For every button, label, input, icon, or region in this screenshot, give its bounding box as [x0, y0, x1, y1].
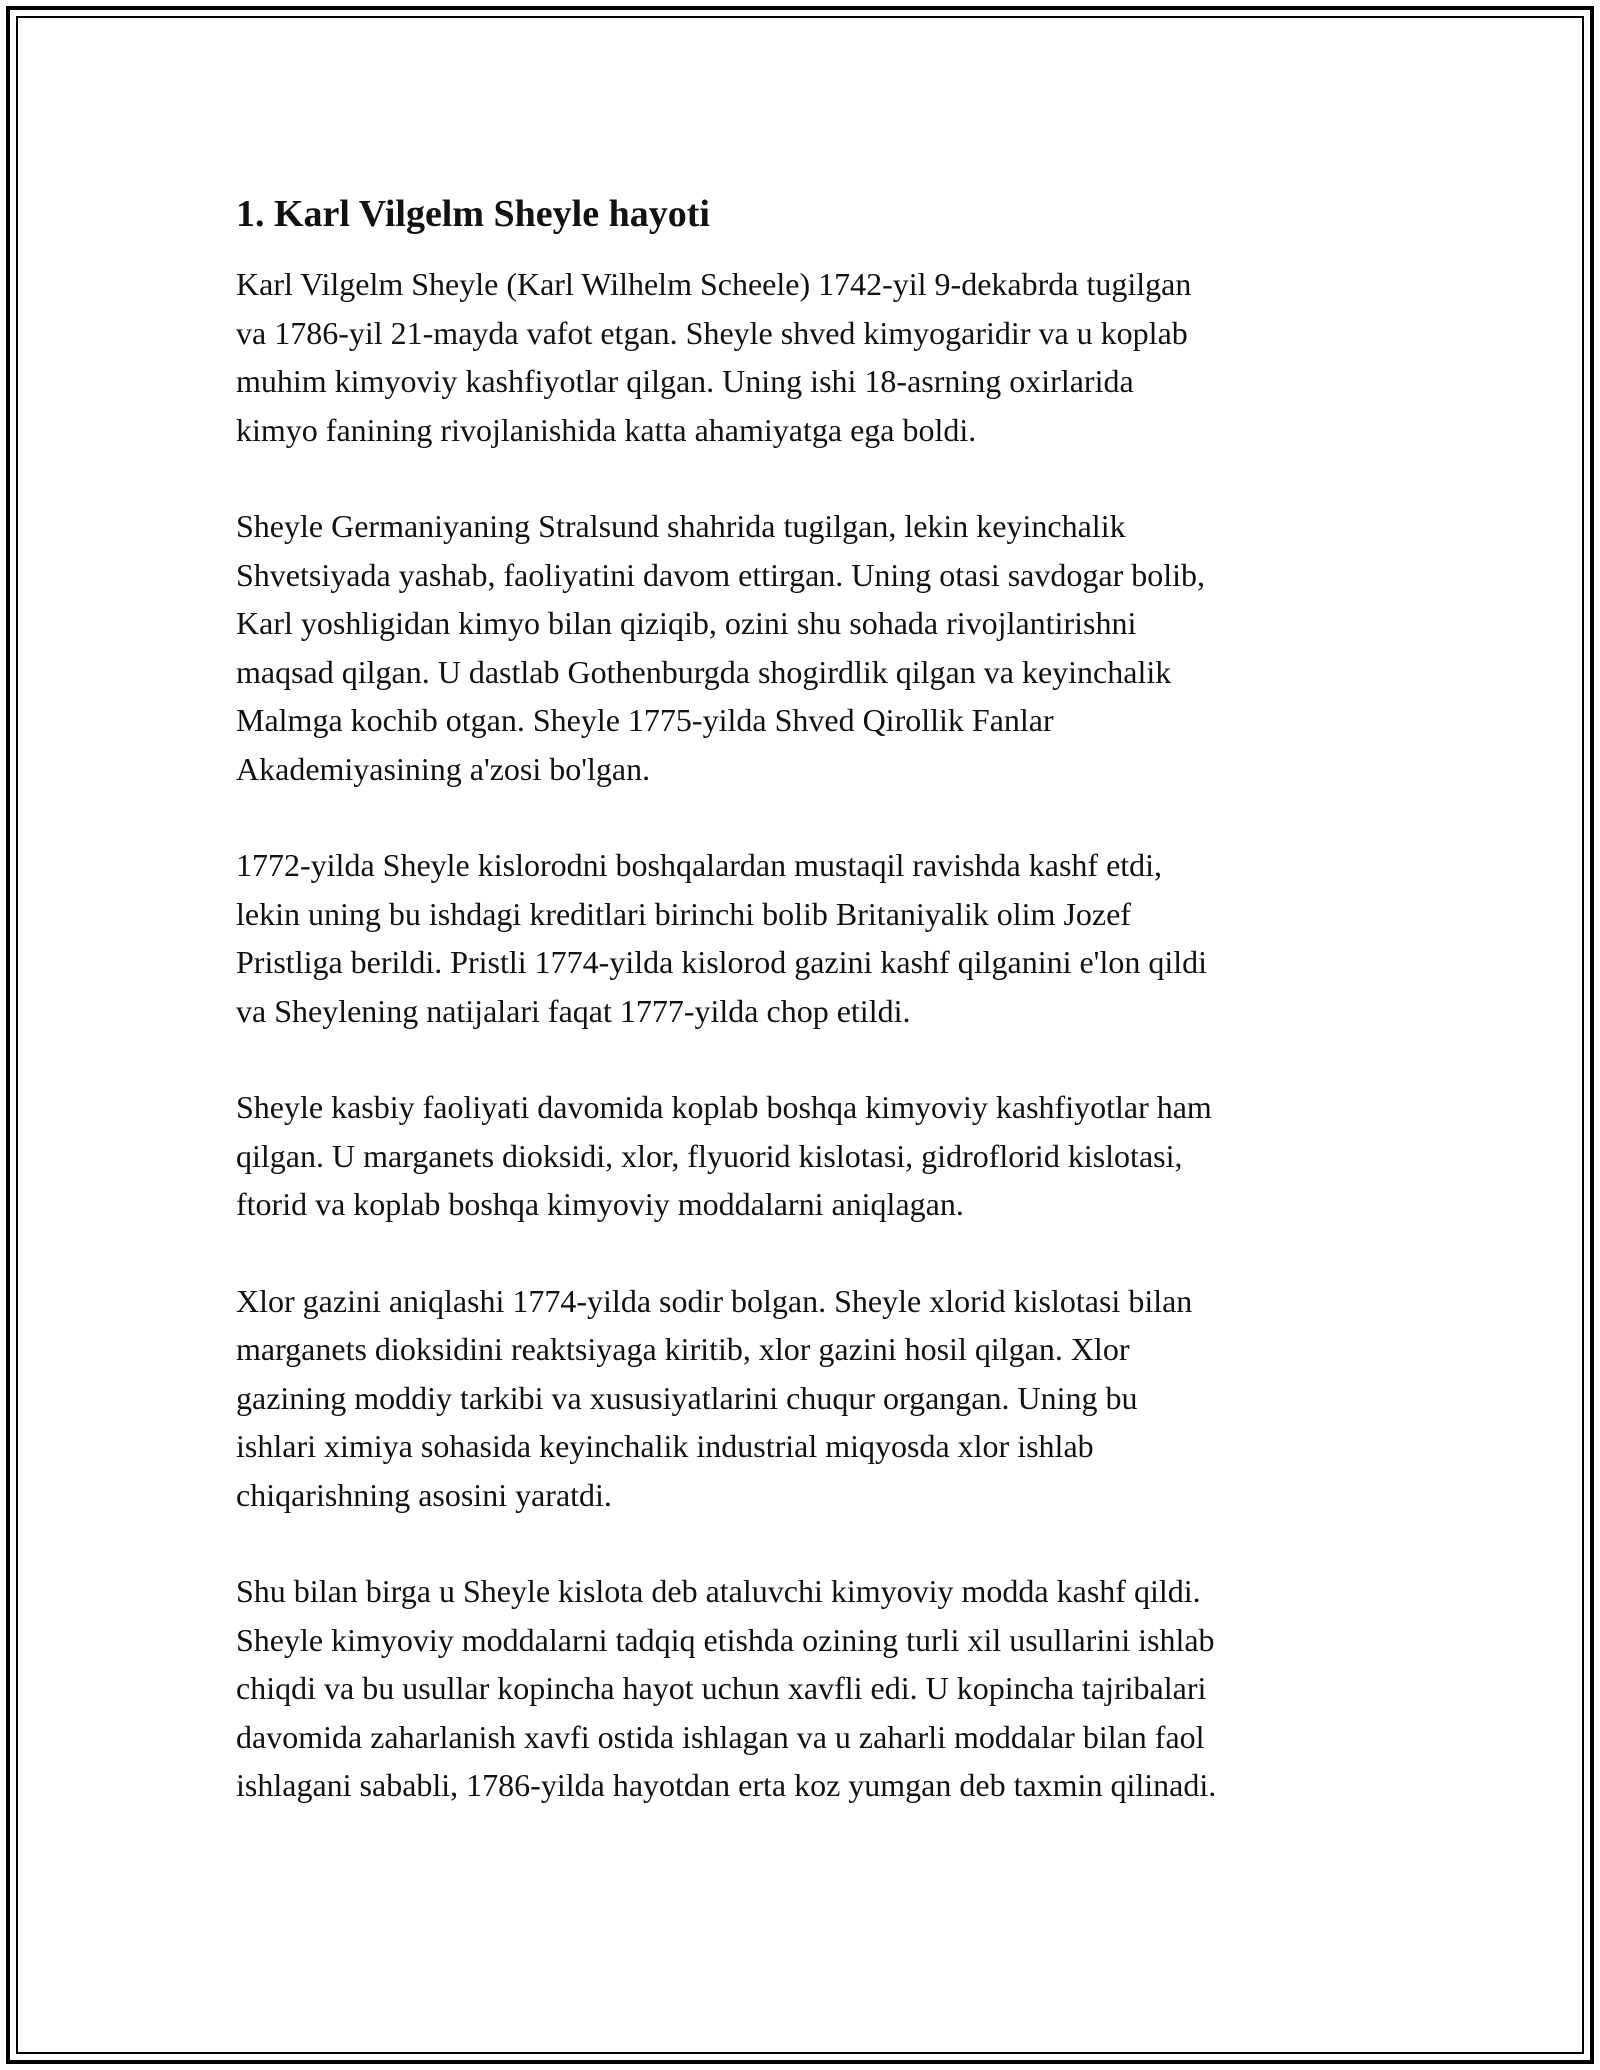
paragraph-5: Xlor gazini aniqlashi 1774-yilda sodir bolgan. Sheyle xlorid kislotasi bilan marganets dioksidini reaktsiyaga kiritib, xlor gazini hosil qilgan. Xlor gazining moddiy tarkibi va xususiyatlarini chuqur organgan. Uning bu ishlari ximiya sohasida keyinchalik industrial miqyosda xlor ishlab chiqarishning asosini yaratdi.: [236, 1282, 1193, 1513]
section-title: 1. Karl Vilgelm Sheyle hayoti: [236, 193, 710, 235]
paragraph-4: Sheyle kasbiy faoliyati davomida koplab boshqa kimyoviy kashfiyotlar ham qilgan. U marganets dioksidi, xlor, flyuorid kislotasi, gidroflorid kislotasi, ftorid va koplab boshqa kimyoviy moddalarni aniqlagan.: [236, 1089, 1212, 1222]
paragraph-6: Shu bilan birga u Sheyle kislota deb ataluvchi kimyoviy modda kashf qildi. Sheyle kimyoviy moddalarni tadqiq etishda ozining turli xil usullarini ishlab chiqdi va bu usullar kopincha hayot uchun xavfli edi. U kopincha tajribalari davomida zaharlanish xavfi ostida ishlagan va u zaharli moddalar bilan faol ishlagani sababli, 1786-yilda hayotdan erta koz yumgan deb taxmin qilinadi.: [236, 1573, 1217, 1803]
document-page: [236, 190, 1376, 1858]
paragraph-1: Karl Vilgelm Sheyle (Karl Wilhelm Scheele) 1742-yil 9-dekabrda tugilgan va 1786-yil 21-mayda vafot etgan. Sheyle shved kimyogaridir va u koplab muhim kimyoviy kashfiyotlar qilgan. Uning ishi 18-asrning oxirlarida kimyo fanining rivojlanishida katta ahamiyatga ega boldi.: [236, 266, 1192, 448]
paragraph-3: 1772-yilda Sheyle kislorodni boshqalardan mustaqil ravishda kashf etdi, lekin uning bu ishdagi kreditlari birinchi bolib Britaniyalik olim Jozef Pristliga berildi. Pristli 1774-yilda kislorod gazini kashf qilganini e'lon qildi va Sheylening natijalari faqat 1777-yilda chop etildi.: [236, 847, 1207, 1029]
paragraph-2: Sheyle Germaniyaning Stralsund shahrida tugilgan, lekin keyinchalik Shvetsiyada yashab, faoliyatini davom ettirgan. Uning otasi savdogar bolib, Karl yoshligidan kimyo bilan qiziqib, ozini shu sohada rivojlantirishni maqsad qilgan. U dastlab Gothenburgda shogirdlik qilgan va keyinchalik Malmga kochib otgan. Sheyle 1775-yilda Shved Qirollik Fanlar Akademiyasining a'zosi bo'lgan.: [236, 508, 1205, 787]
